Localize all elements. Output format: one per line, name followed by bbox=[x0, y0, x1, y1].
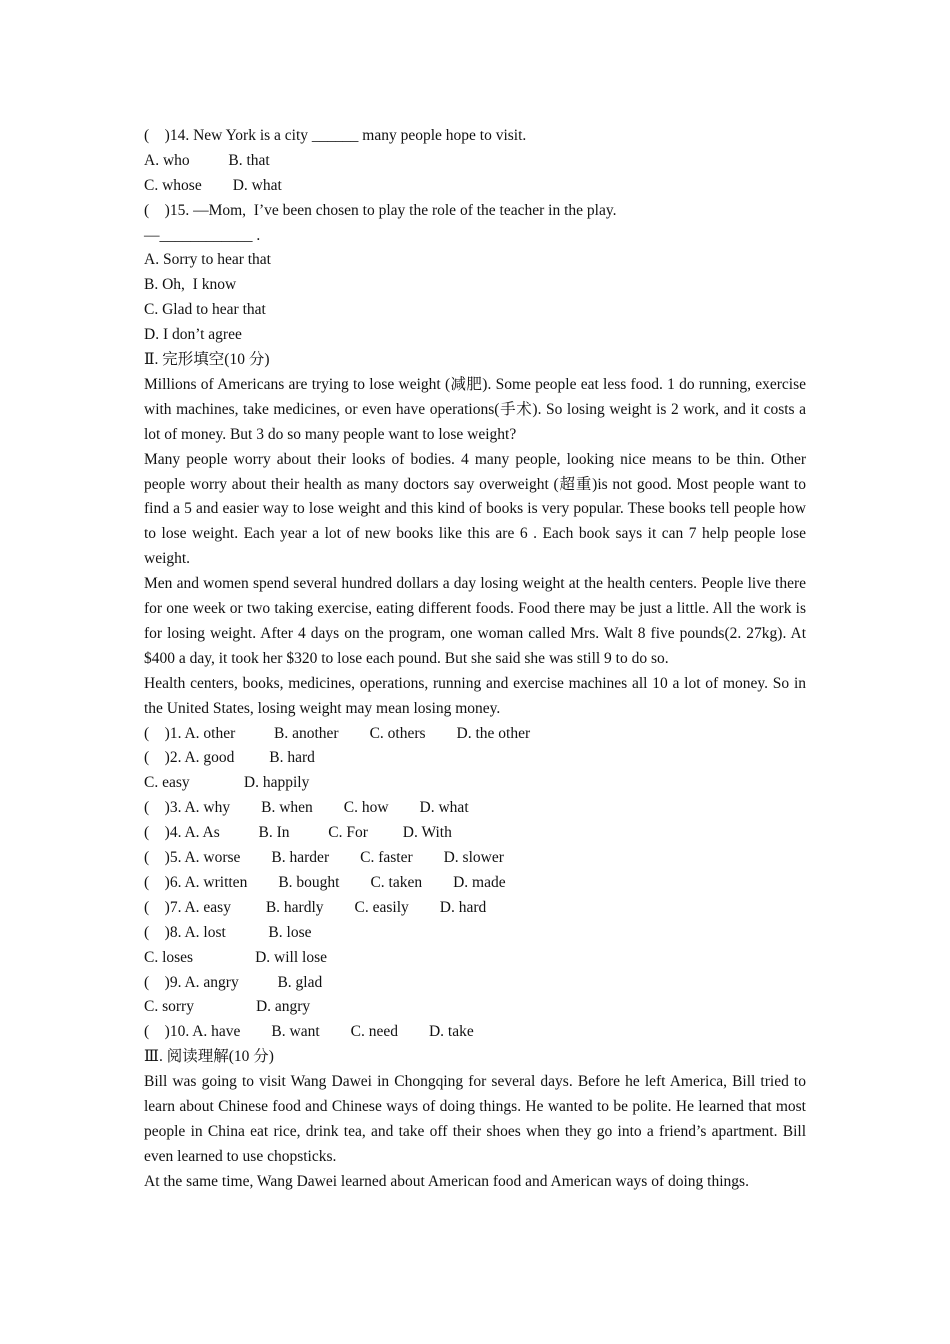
cloze-option-line: ( )5. A. worse B. harder C. faster D. slower bbox=[144, 849, 504, 867]
cloze-paragraph: Health centers, books, medicines, operations, running and exercise machines all 10 a lot of money. So in the United States, losing weight may mean losing money. bbox=[144, 674, 806, 717]
question-15: ( )15. —Mom, I’ve been chosen to play the role of the teacher in the play. bbox=[144, 201, 617, 219]
cloze-paragraph: Many people worry about their looks of bodies. 4 many people, looking nice means to be thin. Other people worry about their health as many doctors say overweight (超重)is not good. Most people want to find a 5 and easier way to lose weight and this kind of books is very popular. These books tell people how to lose weight. Each year a lot of new books like this are 6 . Each book says it can 7 help people lose weight. bbox=[144, 450, 806, 568]
cloze-option-line: ( )1. A. other B. another C. others D. the other bbox=[144, 724, 531, 742]
question-14-options-cd: C. whose D. what bbox=[144, 176, 282, 194]
cloze-option-line: C. sorry D. angry bbox=[144, 998, 311, 1016]
question-15-option-b: B. Oh, I know bbox=[144, 276, 237, 294]
cloze-paragraph: Millions of Americans are trying to lose weight (减肥). Some people eat less food. 1 do running, exercise with machines, take medicines, or even have operations(手术). So losing weight is 2 work, and it costs a lot of money. But 3 do so many people want to lose weight? bbox=[144, 375, 806, 443]
questions-top bbox=[144, 124, 806, 348]
question-15-blank: —____________ . bbox=[144, 226, 261, 244]
reading-paragraph: Bill was going to visit Wang Dawei in Chongqing for several days. Before he left America, Bill tried to learn about Chinese food and Chinese ways of doing things. He wanted to be polite. He learned that most people in China eat rice, drink tea, and take off their shoes when they go into a friend’s apartment. Bill even learned to use chopsticks. bbox=[144, 1073, 806, 1165]
document-page bbox=[144, 124, 806, 1195]
question-15-option-d: D. I don’t agree bbox=[144, 326, 242, 344]
cloze-option-line: C. loses D. will lose bbox=[144, 948, 327, 966]
cloze-option-line: ( )4. A. As B. In C. For D. With bbox=[144, 824, 452, 842]
cloze-option-line: ( )9. A. angry B. glad bbox=[144, 973, 323, 991]
cloze-option-line: ( )3. A. why B. when C. how D. what bbox=[144, 799, 469, 817]
question-15-option-c: C. Glad to hear that bbox=[144, 301, 266, 319]
section-2-heading: Ⅱ. 完形填空(10 分) bbox=[144, 351, 270, 369]
cloze-option-line: ( )10. A. have B. want C. need D. take bbox=[144, 1023, 474, 1041]
question-14: ( )14. New York is a city ______ many people hope to visit. bbox=[144, 127, 527, 144]
section-3-heading: Ⅲ. 阅读理解(10 分) bbox=[144, 1048, 274, 1066]
cloze-option-line: ( )6. A. written B. bought C. taken D. made bbox=[144, 873, 506, 891]
cloze-option-line: C. easy D. happily bbox=[144, 774, 310, 792]
cloze-option-line: ( )8. A. lost B. lose bbox=[144, 923, 312, 941]
cloze-options bbox=[144, 722, 806, 1046]
cloze-option-line: ( )7. A. easy B. hardly C. easily D. hard bbox=[144, 898, 487, 916]
question-14-options-ab: A. who B. that bbox=[144, 151, 270, 169]
cloze-option-line: ( )2. A. good B. hard bbox=[144, 749, 315, 767]
reading-paragraph: At the same time, Wang Dawei learned about American food and American ways of doing things. bbox=[144, 1172, 749, 1190]
cloze-paragraph: Men and women spend several hundred dollars a day losing weight at the health centers. People live there for one week or two taking exercise, eating different foods. Food there may be just a little. All the work is for losing weight. After 4 days on the program, one woman called Mrs. Walt 8 five pounds(2. 27kg). At $400 a day, it took her $320 to lose each pound. But she said she was still 9 to do so. bbox=[144, 575, 806, 667]
question-15-option-a: A. Sorry to hear that bbox=[144, 251, 271, 269]
